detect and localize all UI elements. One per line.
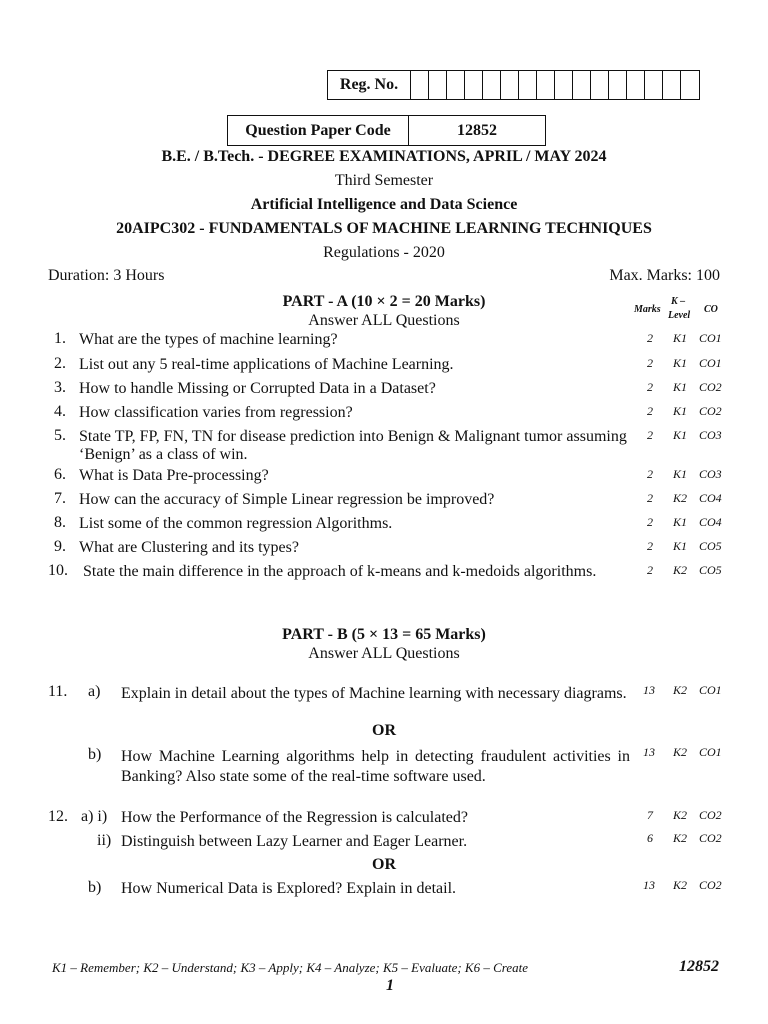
q12aii-co: CO2	[699, 831, 722, 845]
part-a-q-text: State the main difference in the approach of k-means and k-medoids algorithms.	[79, 563, 597, 580]
part-a-q-co: CO3	[699, 428, 722, 442]
part-a-q-marks: 2	[647, 515, 653, 529]
col-klevel-header-top: K –	[671, 296, 686, 307]
q12b-label: b)	[88, 879, 102, 896]
part-a-q-co: CO5	[699, 539, 722, 553]
reg-no-cell	[555, 71, 573, 99]
part-a-q-marks: 2	[647, 428, 653, 442]
q11a-klevel: K2	[673, 683, 688, 697]
part-a-q-klevel: K1	[673, 404, 688, 418]
part-a-q-number: 6.	[54, 466, 66, 483]
part-a-q-number: 7.	[54, 490, 66, 507]
qpc-label: Question Paper Code	[228, 116, 409, 145]
part-a-q-text: How to handle Missing or Corrupted Data in a Dataset?	[79, 380, 436, 397]
part-a-q-number: 2.	[54, 355, 66, 372]
part-b-instruction: Answer ALL Questions	[308, 645, 460, 662]
part-a-q-text: List out any 5 real-time applications of Machine Learning.	[79, 356, 454, 373]
regulations: Regulations - 2020	[323, 244, 445, 261]
reg-no-cell	[447, 71, 465, 99]
reg-no-cell	[591, 71, 609, 99]
reg-no-cell	[465, 71, 483, 99]
part-a-q-co: CO3	[699, 467, 722, 481]
q11b-marks: 13	[643, 745, 655, 759]
part-a-q-marks: 2	[647, 539, 653, 553]
part-a-q-co: CO1	[699, 331, 722, 345]
part-a-q-marks: 2	[647, 331, 653, 345]
q12ai-label: a) i)	[81, 808, 108, 825]
q12aii-label: ii)	[97, 832, 112, 849]
part-a-instruction: Answer ALL Questions	[308, 312, 460, 329]
k-level-legend: K1 – Remember; K2 – Understand; K3 – Apply; K4 – Analyze; K5 – Evaluate; K6 – Create	[52, 960, 529, 975]
q11a-marks: 13	[643, 683, 655, 697]
part-a-q-text: How can the accuracy of Simple Linear regression be improved?	[79, 491, 495, 508]
duration: Duration: 3 Hours	[48, 267, 165, 284]
q12b-co: CO2	[699, 878, 722, 892]
part-a-q-klevel: K1	[673, 428, 688, 442]
reg-no-cell	[501, 71, 519, 99]
q12aii-text: Distinguish between Lazy Learner and Eager Learner.	[121, 833, 468, 850]
part-a-q-klevel: K1	[673, 380, 688, 394]
reg-no-cell	[429, 71, 447, 99]
q12ai-klevel: K2	[673, 808, 688, 822]
part-a-q-number: 8.	[54, 514, 66, 531]
q11a-label: a)	[88, 683, 101, 700]
q12ai-co: CO2	[699, 808, 722, 822]
question-paper-code-box	[227, 115, 546, 146]
reg-no-cell	[645, 71, 663, 99]
col-klevel-header-bottom: Level	[668, 310, 691, 321]
part-a-q-marks: 2	[647, 404, 653, 418]
reg-no-cell	[519, 71, 537, 99]
q12b-text: How Numerical Data is Explored? Explain in detail.	[121, 880, 457, 897]
max-marks: Max. Marks: 100	[609, 267, 720, 284]
reg-no-cell	[663, 71, 681, 99]
q11-or: OR	[372, 722, 396, 739]
part-a-q-klevel: K2	[673, 491, 688, 505]
part-a-q-co: CO2	[699, 404, 722, 418]
part-a-q-text: List some of the common regression Algorithms.	[79, 515, 393, 532]
reg-no-cell	[573, 71, 591, 99]
qpc-value: 12852	[457, 121, 497, 139]
part-a-q-marks: 2	[647, 380, 653, 394]
part-a-q-number: 9.	[54, 538, 66, 555]
q11b-klevel: K2	[673, 745, 688, 759]
part-a-q-text: What are Clustering and its types?	[79, 539, 299, 556]
part-a-q-marks: 2	[647, 491, 653, 505]
q12b-klevel: K2	[673, 878, 688, 892]
reg-no-cell	[681, 71, 699, 99]
part-a-q-number: 1.	[54, 330, 66, 347]
q12-number: 12.	[48, 808, 68, 825]
reg-no-box	[327, 70, 700, 100]
q12ai-text: How the Performance of the Regression is calculated?	[121, 809, 468, 826]
q11b-co: CO1	[699, 745, 722, 759]
q12b-marks: 13	[643, 878, 655, 892]
col-marks-header: Marks	[634, 304, 661, 315]
part-a-q-number: 10.	[48, 562, 68, 579]
q12aii-marks: 6	[647, 831, 653, 845]
semester: Third Semester	[334, 172, 434, 189]
footer-code: 12852	[679, 958, 719, 975]
part-a-q-marks: 2	[647, 356, 653, 370]
q12ai-marks: 7	[647, 808, 653, 822]
part-a-q-klevel: K1	[673, 356, 688, 370]
reg-no-cell	[627, 71, 645, 99]
q11b-text: How Machine Learning algorithms help in detecting fraudulent activities in Banking? Also state some of the real-time software used.	[121, 748, 630, 785]
part-a-q-klevel: K2	[673, 563, 688, 577]
reg-no-label: Reg. No.	[328, 71, 411, 99]
q11-number: 11.	[48, 683, 68, 700]
part-a-q-number: 4.	[54, 403, 66, 420]
part-a-q-co: CO1	[699, 356, 722, 370]
page-number: 1	[386, 977, 394, 994]
reg-no-cell	[609, 71, 627, 99]
q11b-label: b)	[88, 746, 102, 763]
reg-no-cell	[483, 71, 501, 99]
q11a-text: Explain in detail about the types of Machine learning with necessary diagrams.	[121, 685, 627, 702]
q11a-co: CO1	[699, 683, 722, 697]
part-a-q-klevel: K1	[673, 539, 688, 553]
reg-no-cell	[537, 71, 555, 99]
part-a-q-co: CO5	[699, 563, 722, 577]
part-a-q-marks: 2	[647, 563, 653, 577]
department: Artificial Intelligence and Data Science	[250, 196, 518, 213]
reg-no-cell	[411, 71, 429, 99]
part-a-title: PART - A (10 × 2 = 20 Marks)	[282, 293, 486, 310]
part-a-q-text: What are the types of machine learning?	[79, 331, 338, 348]
part-a-q-marks: 2	[647, 467, 653, 481]
q12-or: OR	[372, 856, 396, 873]
part-a-q-co: CO4	[699, 515, 722, 529]
col-co-header: CO	[704, 304, 718, 315]
part-a-q-co: CO4	[699, 491, 722, 505]
part-a-q-klevel: K1	[673, 331, 688, 345]
part-a-q-text: What is Data Pre-processing?	[79, 467, 269, 484]
exam-title: B.E. / B.Tech. - DEGREE EXAMINATIONS, APRIL / MAY 2024	[161, 148, 607, 165]
part-a-q-klevel: K1	[673, 515, 688, 529]
part-a-q-number: 3.	[54, 379, 66, 396]
part-a-q-klevel: K1	[673, 467, 688, 481]
part-a-q-text: State TP, FP, FN, TN for disease prediction into Benign & Malignant tumor assuming ‘Benign’ as a class of win.	[79, 428, 627, 463]
part-b-title: PART - B (5 × 13 = 65 Marks)	[282, 626, 486, 643]
part-a-q-co: CO2	[699, 380, 722, 394]
course-title: 20AIPC302 - FUNDAMENTALS OF MACHINE LEARNING TECHNIQUES	[116, 220, 652, 237]
q12aii-klevel: K2	[673, 831, 688, 845]
part-a-q-number: 5.	[54, 427, 66, 444]
part-a-q-text: How classification varies from regression?	[79, 404, 353, 421]
